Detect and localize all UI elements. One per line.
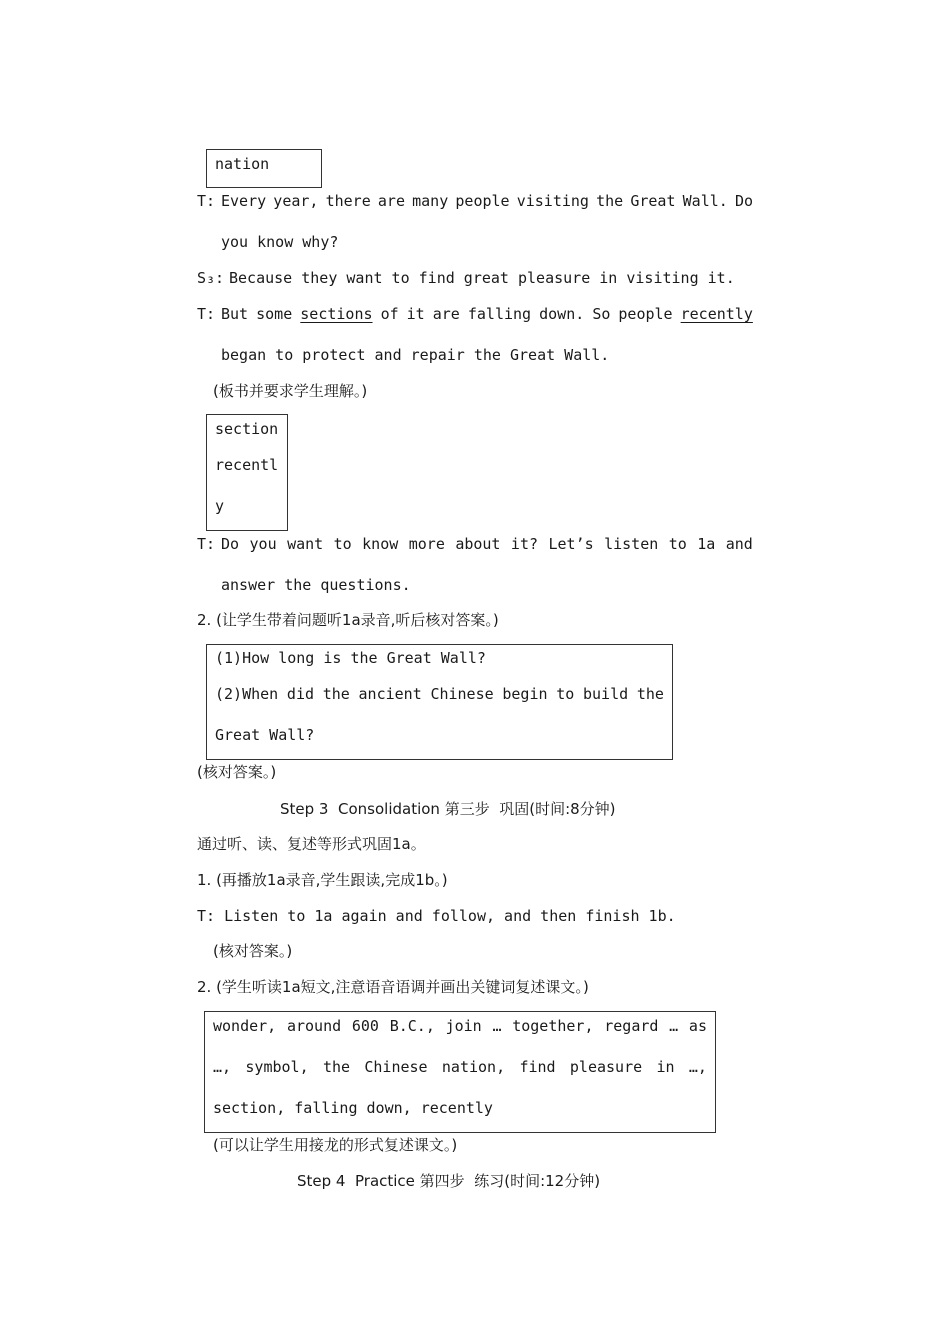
teacher-note: (核对答案。): [197, 763, 277, 781]
keyword: nation,: [441, 1058, 506, 1076]
dialogue-line: Because they want to find great pleasure in visiting it.: [229, 269, 735, 287]
dialogue-line: [221, 304, 753, 324]
underlined-word-recently: recently: [680, 305, 753, 323]
vocab-word: y: [215, 497, 225, 515]
word: listen: [604, 535, 659, 553]
keywords-line: section, falling down, recently: [213, 1099, 493, 1117]
word: Great: [630, 192, 676, 210]
keyword: regard: [604, 1017, 659, 1035]
keyword: B.C.,: [389, 1017, 435, 1035]
word: you: [249, 535, 277, 553]
word: 1a: [697, 535, 716, 553]
vocab-word: recentl: [215, 456, 279, 474]
word: Do: [734, 192, 753, 210]
word: did: [286, 685, 315, 703]
dialogue-line: T: Listen to 1a again and follow, and then finish 1b.: [197, 907, 676, 925]
word: ancient: [358, 685, 422, 703]
word: build: [582, 685, 629, 703]
word: are: [377, 192, 405, 210]
vocab-box-nation: [206, 149, 322, 188]
word: year,: [273, 192, 319, 210]
speaker-label: T:: [197, 305, 216, 323]
keyword: …: [669, 1017, 679, 1035]
word: many: [412, 192, 449, 210]
word: to: [556, 685, 575, 703]
keyword: pleasure: [569, 1058, 643, 1076]
speaker-label: T:: [197, 192, 216, 210]
keyword: the: [322, 1058, 351, 1076]
word: the: [636, 685, 664, 703]
word: people: [618, 305, 673, 323]
dialogue-line: [221, 534, 753, 554]
questions-box: [206, 644, 673, 760]
word: So: [592, 305, 611, 323]
keyword: join: [445, 1017, 482, 1035]
keywords-box: [204, 1011, 716, 1133]
word: and: [725, 535, 753, 553]
keyword: 600: [351, 1017, 379, 1035]
keyword: …,: [213, 1058, 232, 1076]
keyword: …: [492, 1017, 502, 1035]
speaker-label: T:: [197, 535, 216, 553]
word: down.: [539, 305, 585, 323]
numbered-item: 2. (学生听读1a短文,注意语音语调并画出关键词复述课文。): [197, 978, 589, 996]
word: of: [380, 305, 399, 323]
word: the: [322, 685, 350, 703]
keyword: …,: [688, 1058, 707, 1076]
teacher-note: (板书并要求学生理解。): [213, 382, 368, 400]
teacher-note: (可以让学生用接龙的形式复述课文。): [213, 1136, 458, 1154]
word: are: [432, 305, 460, 323]
dialogue-line-continued: answer the questions.: [221, 576, 411, 594]
word: to: [668, 535, 687, 553]
word: to: [333, 535, 352, 553]
keyword: Chinese: [364, 1058, 428, 1076]
word: some: [256, 305, 293, 323]
keyword: wonder,: [213, 1017, 277, 1035]
dialogue-line-continued: you know why?: [221, 233, 339, 251]
keyword: symbol,: [245, 1058, 309, 1076]
word: begin: [502, 685, 548, 703]
word: Do: [221, 535, 240, 553]
vocab-word: section: [215, 420, 279, 438]
question-2: [215, 684, 664, 704]
keywords-line: [213, 1057, 707, 1077]
step-heading: Step 3 Consolidation 第三步 巩固(时间:8分钟): [280, 800, 616, 818]
speaker-label: S₃:: [197, 269, 225, 287]
word: (2)When: [215, 685, 279, 703]
word: people: [455, 192, 510, 210]
word: visiting: [516, 192, 589, 210]
word: know: [362, 535, 399, 553]
step-heading: Step 4 Practice 第四步 练习(时间:12分钟): [297, 1172, 601, 1190]
teacher-note: (核对答案。): [213, 942, 293, 960]
numbered-item: 2. (让学生带着问题听1a录音,听后核对答案。): [197, 611, 499, 629]
word: But: [221, 305, 249, 323]
dialogue-line: [221, 191, 753, 211]
word: more: [408, 535, 445, 553]
word: it: [406, 305, 425, 323]
numbered-item: 1. (再播放1a录音,学生跟读,完成1b。): [197, 871, 448, 889]
word: Wall.: [682, 192, 728, 210]
word: falling: [467, 305, 532, 323]
word: Chinese: [430, 685, 494, 703]
word: want: [287, 535, 324, 553]
question-1: (1)How long is the Great Wall?: [215, 649, 486, 667]
word: Every: [221, 192, 267, 210]
keyword: in: [656, 1058, 675, 1076]
word: there: [325, 192, 371, 210]
step-intro: 通过听、读、复述等形式巩固1a。: [197, 835, 426, 853]
word: Let’s: [548, 535, 594, 553]
keyword: find: [519, 1058, 556, 1076]
vocab-box-section: [206, 414, 288, 531]
keywords-line: [213, 1016, 707, 1036]
vocab-word: nation: [215, 155, 270, 173]
keyword: around: [286, 1017, 342, 1035]
word: the: [596, 192, 624, 210]
question-2-continued: Great Wall?: [215, 726, 315, 744]
keyword: as: [688, 1017, 707, 1035]
word: about: [455, 535, 501, 553]
underlined-word-sections: sections: [300, 305, 373, 323]
dialogue-line-continued: began to protect and repair the Great Wall.: [221, 346, 610, 364]
keyword: together,: [512, 1017, 594, 1035]
word: it?: [510, 535, 539, 553]
